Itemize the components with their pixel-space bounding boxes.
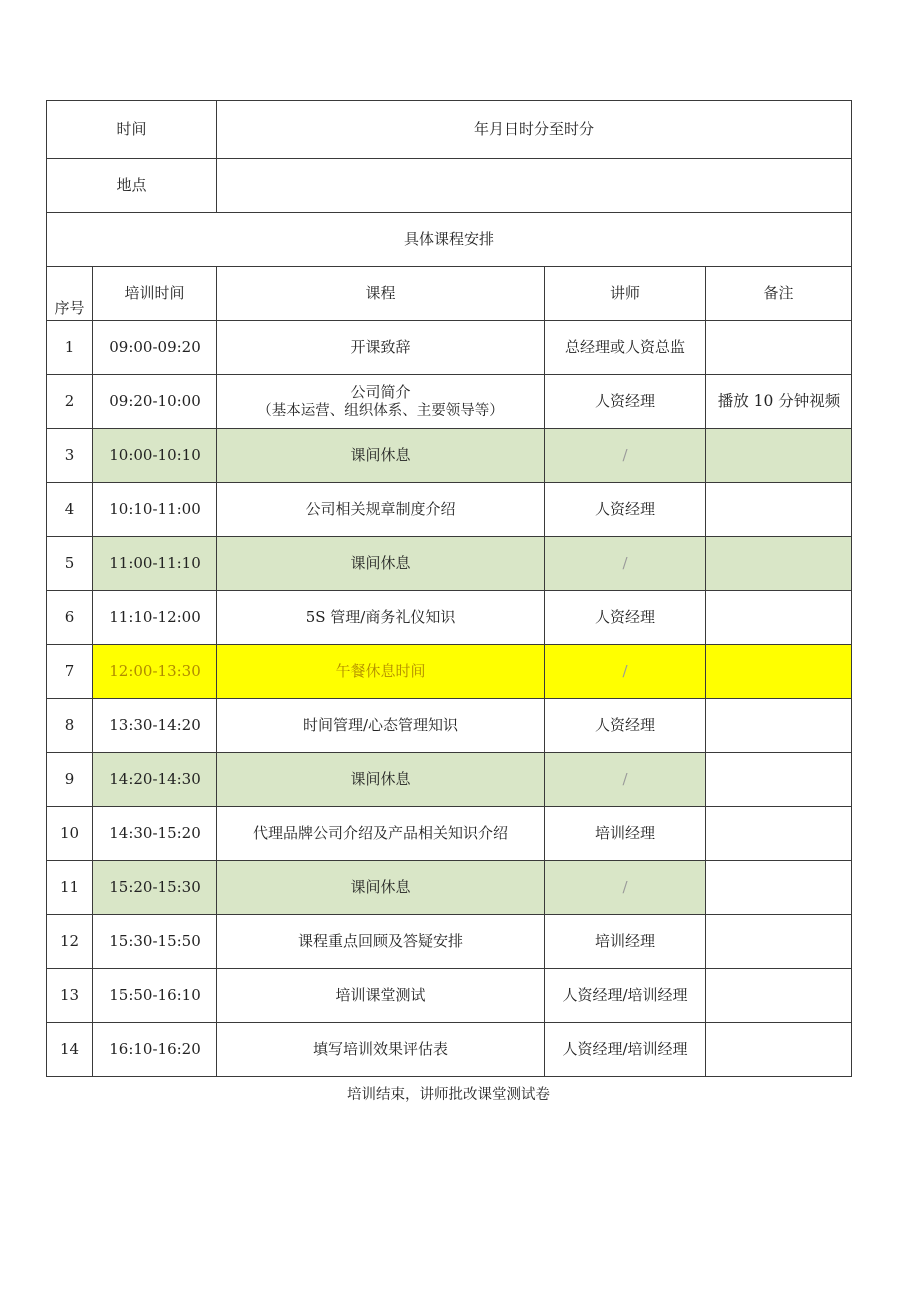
row-course [217, 753, 545, 807]
col-header-note: 备注 [706, 267, 852, 321]
row-course [217, 861, 545, 915]
schedule-row [47, 591, 852, 645]
schedule-row [47, 753, 852, 807]
schedule-row [47, 969, 852, 1023]
course-title: 填写培训效果评估表 [313, 1040, 449, 1059]
course-title: 课间休息 [350, 770, 411, 789]
row-course [217, 969, 545, 1023]
row-note [706, 483, 852, 537]
column-header-row [47, 267, 852, 321]
section-title: 具体课程安排 [47, 213, 852, 267]
schedule-row [47, 915, 852, 969]
course-title: 培训课堂测试 [335, 986, 426, 1005]
course-subtitle: （基本运营、组织体系、主要领导等） [257, 402, 504, 419]
schedule-row [47, 699, 852, 753]
row-course [217, 375, 545, 429]
row-time: 09:20-10:00 [93, 375, 217, 429]
course-title: 午餐休息时间 [335, 662, 426, 681]
course-title: 课间休息 [350, 554, 411, 573]
row-lecturer: / [545, 861, 706, 915]
course-title: 课程重点回顾及答疑安排 [298, 932, 464, 951]
row-note: 播放 10 分钟视频 [706, 375, 852, 429]
schedule-row [47, 807, 852, 861]
col-header-lecturer: 讲师 [545, 267, 706, 321]
row-time: 11:10-12:00 [93, 591, 217, 645]
row-note [706, 861, 852, 915]
course-title: 公司相关规章制度介绍 [305, 500, 456, 519]
row-lecturer: 人资经理 [545, 699, 706, 753]
row-time: 15:30-15:50 [93, 915, 217, 969]
row-lecturer: 培训经理 [545, 807, 706, 861]
row-time: 15:20-15:30 [93, 861, 217, 915]
row-seq: 13 [47, 969, 93, 1023]
row-time: 09:00-09:20 [93, 321, 217, 375]
row-course [217, 591, 545, 645]
row-lecturer: / [545, 537, 706, 591]
row-note [706, 429, 852, 483]
schedule-row [47, 429, 852, 483]
row-seq: 11 [47, 861, 93, 915]
course-title: 公司简介 [350, 383, 411, 402]
row-seq: 1 [47, 321, 93, 375]
row-seq: 14 [47, 1023, 93, 1077]
row-lecturer: 人资经理/培训经理 [545, 969, 706, 1023]
time-value: 年月日时分至时分 [217, 101, 852, 159]
row-time: 11:00-11:10 [93, 537, 217, 591]
schedule-row [47, 321, 852, 375]
row-course [217, 1023, 545, 1077]
row-note [706, 753, 852, 807]
time-label: 时间 [47, 101, 217, 159]
row-course [217, 321, 545, 375]
row-course [217, 429, 545, 483]
row-lecturer: 人资经理/培训经理 [545, 1023, 706, 1077]
row-seq: 10 [47, 807, 93, 861]
row-course [217, 645, 545, 699]
course-title: 开课致辞 [350, 338, 411, 357]
row-time: 15:50-16:10 [93, 969, 217, 1023]
row-time: 12:00-13:30 [93, 645, 217, 699]
row-lecturer: / [545, 429, 706, 483]
schedule-row [47, 483, 852, 537]
row-seq: 6 [47, 591, 93, 645]
row-seq: 7 [47, 645, 93, 699]
place-value [217, 159, 852, 213]
row-lecturer: 人资经理 [545, 375, 706, 429]
row-seq: 8 [47, 699, 93, 753]
row-note [706, 537, 852, 591]
col-header-time: 培训时间 [93, 267, 217, 321]
row-seq: 5 [47, 537, 93, 591]
row-lecturer: / [545, 645, 706, 699]
row-note [706, 915, 852, 969]
row-course [217, 915, 545, 969]
section-row [47, 213, 852, 267]
row-note [706, 645, 852, 699]
place-label: 地点 [47, 159, 217, 213]
row-lecturer: 培训经理 [545, 915, 706, 969]
row-lecturer: 人资经理 [545, 591, 706, 645]
course-title: 代理品牌公司介绍及产品相关知识介绍 [253, 824, 509, 843]
row-note [706, 969, 852, 1023]
row-time: 14:30-15:20 [93, 807, 217, 861]
row-course [217, 537, 545, 591]
footer-note: 培训结束，讲师批改课堂测试卷 [347, 1087, 550, 1103]
row-note [706, 807, 852, 861]
row-seq: 4 [47, 483, 93, 537]
row-note [706, 699, 852, 753]
schedule-row [47, 375, 852, 429]
schedule-row [47, 645, 852, 699]
course-title: 课间休息 [350, 878, 411, 897]
row-course [217, 699, 545, 753]
row-time: 13:30-14:20 [93, 699, 217, 753]
col-header-course: 课程 [217, 267, 545, 321]
row-note [706, 591, 852, 645]
row-lecturer: 总经理或人资总监 [545, 321, 706, 375]
course-title: 课间休息 [350, 446, 411, 465]
row-seq: 12 [47, 915, 93, 969]
schedule-row [47, 861, 852, 915]
row-course [217, 483, 545, 537]
schedule-row [47, 1023, 852, 1077]
schedule-table [46, 100, 852, 1077]
row-time: 10:00-10:10 [93, 429, 217, 483]
row-time: 16:10-16:20 [93, 1023, 217, 1077]
course-title: 5S 管理/商务礼仪知识 [305, 608, 456, 627]
row-seq: 2 [47, 375, 93, 429]
row-note [706, 321, 852, 375]
place-row [47, 159, 852, 213]
row-time: 10:10-11:00 [93, 483, 217, 537]
row-course [217, 807, 545, 861]
course-title: 时间管理/心态管理知识 [302, 716, 459, 735]
col-header-seq: 序号 [47, 267, 93, 321]
row-seq: 3 [47, 429, 93, 483]
row-seq: 9 [47, 753, 93, 807]
time-row [47, 101, 852, 159]
row-note [706, 1023, 852, 1077]
row-lecturer: / [545, 753, 706, 807]
row-time: 14:20-14:30 [93, 753, 217, 807]
row-lecturer: 人资经理 [545, 483, 706, 537]
schedule-row [47, 537, 852, 591]
